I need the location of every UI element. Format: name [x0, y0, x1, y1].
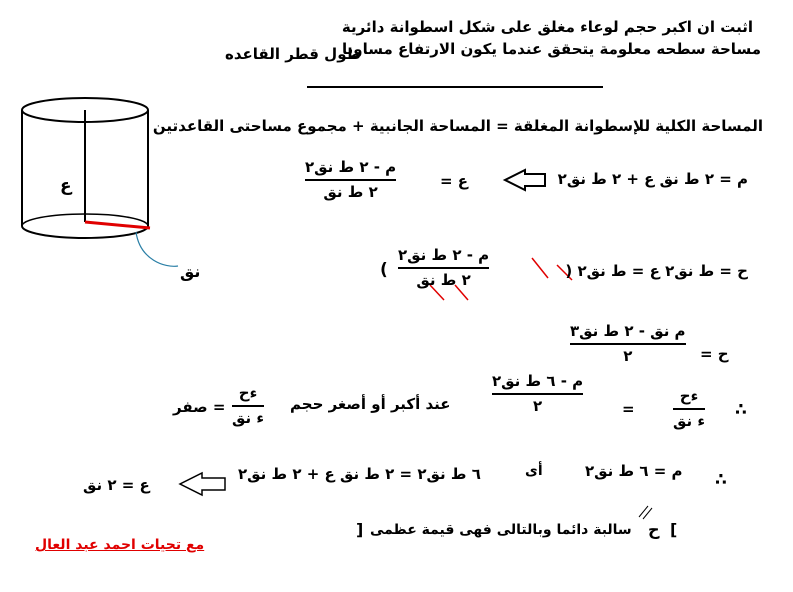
radius-line — [85, 222, 150, 228]
eq4-frac2-den: ٢ — [533, 397, 543, 415]
eq6-open: ] — [670, 520, 678, 539]
eq4-frac1-den: ء نق — [673, 412, 706, 430]
eq4-zero: = صفر — [173, 398, 226, 416]
eq3-left: ح = — [700, 345, 729, 363]
eq5-mid: ٦ ط نق٢ = ٢ ط نق ع + ٢ ط نق٢ — [238, 465, 481, 483]
eq1-den: ٢ ط نق — [323, 183, 378, 201]
prime-mark — [643, 508, 652, 519]
eq3-num: م نق - ٢ ط نق٣ — [570, 322, 686, 340]
eq1-fraction — [305, 158, 396, 201]
eq4-equals: = — [622, 400, 635, 418]
eq4-frac2-num: م - ٦ ط نق٢ — [492, 372, 584, 390]
eq2-den: ٢ ط نق — [416, 271, 471, 289]
therefore-2: ∴ — [715, 470, 727, 490]
radius-pointer — [136, 232, 178, 266]
eq6-close: [ — [356, 520, 364, 539]
eq5-result: ع = ٢ نق — [83, 476, 150, 494]
eq6-symbol: ح — [648, 520, 660, 539]
eq3-den: ٢ — [623, 347, 633, 365]
radius-label: نق — [180, 262, 201, 281]
eq4-text: عند أكبر أو أصغر حجم — [290, 395, 451, 413]
height-label: ع — [60, 176, 72, 196]
eq2-fraction — [398, 246, 489, 289]
eq1-num: م - ٢ ط نق٢ — [305, 158, 397, 176]
credit-text: مع تحيات احمد عبد العال — [35, 537, 205, 553]
eq6-text: سالبة دائما وبالتالى فهى قيمة عظمى — [370, 522, 632, 538]
eq1-left: ع = — [440, 172, 469, 190]
eq4-frac1 — [673, 387, 705, 430]
arrow-left-icon — [505, 170, 545, 190]
eq1-right: م = ٢ ط نق ع + ٢ ط نق٢ — [557, 170, 748, 188]
title-line-2: مساحة سطحه معلومة يتحقق عندما يكون الارتفاع مساويا — [341, 40, 761, 58]
eq4-frac3-num: ءح — [238, 384, 258, 402]
eq3-fraction — [570, 322, 686, 365]
area-definition: المساحة الكلية للإسطوانة المغلقة = المساحة الجانبية + مجموع مساحتى القاعدتين — [152, 117, 763, 135]
eq4-frac2 — [492, 372, 583, 415]
eq4-frac3-den: ء نق — [232, 409, 265, 427]
eq5-right: م = ٦ ط نق٢ — [585, 462, 683, 480]
eq4-frac3 — [232, 384, 264, 427]
arrow-left-icon-2 — [180, 473, 225, 495]
eq2-right: ح = ط نق٢ ع = ط نق٢ ( — [565, 262, 748, 280]
title-line-1: اثبت ان اكبر حجم لوعاء مغلق على شكل اسطوانة دائرية — [341, 18, 753, 36]
eq4-frac1-num: ءح — [679, 387, 699, 405]
title-line-3: طول قطر القاعده — [225, 45, 361, 63]
eq2-close: ) — [380, 260, 388, 280]
eq5-ay: أى — [525, 463, 543, 479]
prime-mark — [639, 506, 648, 517]
cancel-mark — [532, 258, 548, 278]
eq2-num: م - ٢ ط نق٢ — [398, 246, 490, 264]
therefore-1: ∴ — [735, 400, 747, 420]
